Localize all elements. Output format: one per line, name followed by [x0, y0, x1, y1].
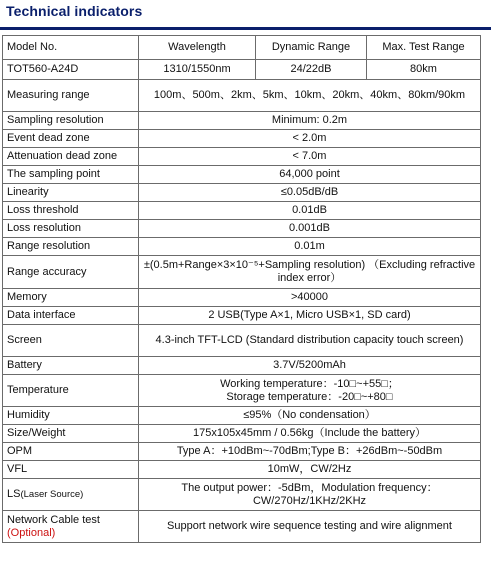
section-title: Technical indicators: [6, 3, 143, 19]
ls-label-suffix: (Laser Source): [20, 489, 84, 500]
table-header-row: [3, 36, 481, 60]
row-label: Measuring range: [3, 80, 139, 112]
temperature-storage: Storage temperature：-20□~+80□: [226, 390, 393, 403]
row-value: 0.01m: [139, 238, 481, 256]
header-max-range: Max. Test Range: [367, 36, 481, 60]
row-value: ≤0.05dB/dB: [139, 184, 481, 202]
row-label: Sampling resolution: [3, 112, 139, 130]
temperature-working: Working temperature：-10□~+55□；: [220, 377, 399, 390]
max-range-value: 80km: [367, 60, 481, 80]
row-value: 10mW，CW/2Hz: [139, 461, 481, 479]
table-row: [3, 202, 481, 220]
row-label: The sampling point: [3, 166, 139, 184]
model-value: TOT560-A24D: [3, 60, 139, 80]
row-value: >40000: [139, 289, 481, 307]
table-row: [3, 238, 481, 256]
row-value: 4.3-inch TFT-LCD (Standard distribution capacity touch screen): [139, 325, 481, 357]
row-label: Range accuracy: [3, 256, 139, 289]
row-value: 3.7V/5200mAh: [139, 357, 481, 375]
table-row: [3, 220, 481, 238]
header-wavelength: Wavelength: [139, 36, 256, 60]
row-label: Loss resolution: [3, 220, 139, 238]
row-value: 0.001dB: [139, 220, 481, 238]
table-row: [3, 375, 481, 407]
table-row: [3, 407, 481, 425]
row-label: Humidity: [3, 407, 139, 425]
table-row: [3, 357, 481, 375]
title-underline: [0, 27, 491, 30]
row-label: Attenuation dead zone: [3, 148, 139, 166]
row-value: 2 USB(Type A×1, Micro USB×1, SD card): [139, 307, 481, 325]
row-label: Memory: [3, 289, 139, 307]
row-label: [3, 479, 139, 511]
table-row: [3, 130, 481, 148]
table-row: [3, 112, 481, 130]
table-row: [3, 461, 481, 479]
row-value: < 7.0m: [139, 148, 481, 166]
table-row: [3, 148, 481, 166]
table-row: [3, 511, 481, 543]
table-row: [3, 325, 481, 357]
row-label: Range resolution: [3, 238, 139, 256]
row-value: Minimum: 0.2m: [139, 112, 481, 130]
header-model: Model No.: [3, 36, 139, 60]
table-row: [3, 256, 481, 289]
wavelength-value: 1310/1550nm: [139, 60, 256, 80]
row-label: Event dead zone: [3, 130, 139, 148]
model-row: [3, 60, 481, 80]
row-label: [3, 511, 139, 543]
row-value: 64,000 point: [139, 166, 481, 184]
row-value: ≤95%（No condensation）: [139, 407, 481, 425]
dynamic-range-value: 24/22dB: [256, 60, 367, 80]
row-value: The output power：-5dBm，Modulation frequency：CW/270Hz/1KHz/2KHz: [139, 479, 481, 511]
table-row: [3, 425, 481, 443]
table-row: [3, 80, 481, 112]
row-value: 100m、500m、2km、5km、10km、20km、40km、80km/90km: [139, 80, 481, 112]
network-test-label: Network Cable test: [7, 513, 100, 526]
row-label: Linearity: [3, 184, 139, 202]
row-value: 175x105x45mm / 0.56kg（Include the battery）: [139, 425, 481, 443]
spec-table: [2, 35, 481, 543]
table-row: [3, 307, 481, 325]
table-row: [3, 289, 481, 307]
row-label: Screen: [3, 325, 139, 357]
table-row: [3, 166, 481, 184]
table-row: [3, 443, 481, 461]
row-label: VFL: [3, 461, 139, 479]
row-label: Battery: [3, 357, 139, 375]
row-value: Support network wire sequence testing and wire alignment: [139, 511, 481, 543]
row-label: Temperature: [3, 375, 139, 407]
row-value: ±(0.5m+Range×3×10⁻⁵+Sampling resolution) （Excluding refractive index error）: [139, 256, 481, 289]
row-value: [139, 375, 481, 407]
optional-note: (Optional): [7, 526, 56, 539]
row-label: Data interface: [3, 307, 139, 325]
row-value: < 2.0m: [139, 130, 481, 148]
row-value: 0.01dB: [139, 202, 481, 220]
table-row: [3, 184, 481, 202]
header-dynamic-range: Dynamic Range: [256, 36, 367, 60]
ls-label: LS: [7, 488, 21, 500]
row-label: Loss threshold: [3, 202, 139, 220]
row-label: OPM: [3, 443, 139, 461]
row-label: Size/Weight: [3, 425, 139, 443]
row-value: Type A：+10dBm~-70dBm;Type B：+26dBm~-50dBm: [139, 443, 481, 461]
table-row: [3, 479, 481, 511]
